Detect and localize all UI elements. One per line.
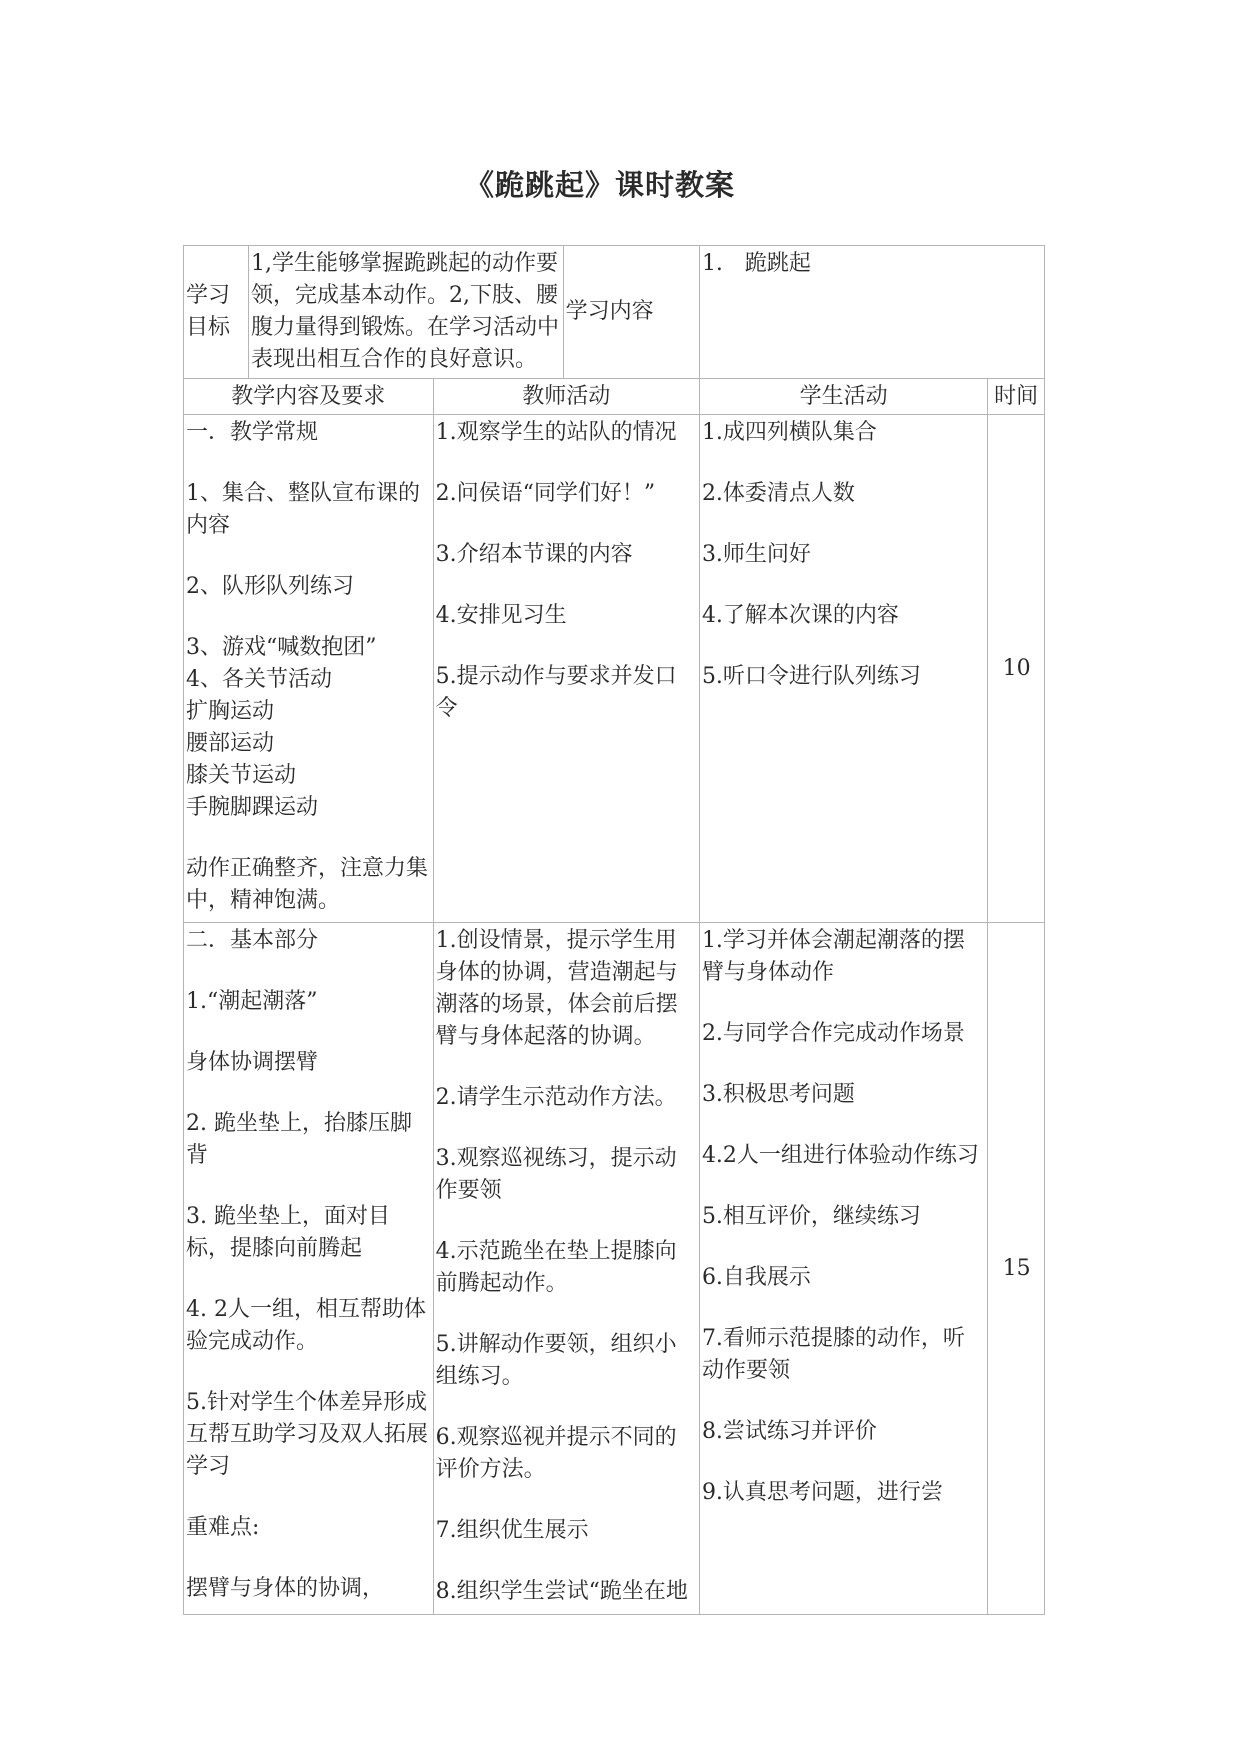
teacher-step: 1.观察学生的站队的情况 — [435, 420, 677, 445]
content-line: 身体协调摆臂 — [186, 1050, 319, 1075]
student-step: 5.相互评价，继续练习 — [701, 1204, 921, 1229]
teacher-step: 4.示范跪坐在垫上提膝向前腾起动作。 — [435, 1239, 677, 1296]
teacher-step: 5.提示动作与要求并发口令 — [435, 664, 677, 721]
student-step: 8.尝试练习并评价 — [701, 1419, 877, 1444]
content-line: 二．基本部分 — [186, 928, 319, 953]
learning-goal-text: 1,学生能够掌握跪跳起的动作要领，完成基本动作。2,下肢、腰腹力量得到锻炼。在学习活动中表现出相互合作的良好意识。 — [251, 251, 560, 372]
lesson-plan-table — [183, 245, 1045, 1615]
routine-time-cell: 10 — [988, 415, 1045, 923]
teacher-step: 1.创设情景，提示学生用身体的协调，营造潮起与潮落的场景，体会前后摆臂与身体起落的协调。 — [435, 928, 678, 1049]
student-step: 4.了解本次课的内容 — [701, 603, 899, 628]
learning-content-label-cell — [563, 246, 699, 379]
content-line: 一．教学常规 — [186, 420, 319, 445]
teacher-step: 4.安排见习生 — [435, 603, 567, 628]
page-title: 《跪跳起》课时教案 — [464, 168, 735, 202]
header-row — [184, 379, 1045, 415]
student-step: 2.体委清点人数 — [701, 481, 855, 506]
teacher-step: 2.请学生示范动作方法。 — [435, 1085, 677, 1110]
learning-goal-label: 学习目标 — [186, 283, 231, 340]
content-line: 4. 2人一组，相互帮助体验完成动作。 — [186, 1297, 426, 1354]
routine-teacher-cell — [433, 415, 699, 923]
section-basic-row — [184, 923, 1045, 1615]
column-header-teacher: 教师活动 — [433, 379, 699, 415]
learning-content-label: 学习内容 — [565, 299, 654, 324]
content-line: 重难点: — [186, 1515, 260, 1540]
student-step: 1.学习并体会潮起潮落的摆臂与身体动作 — [701, 928, 965, 985]
teacher-step: 8.组织学生尝试“跪坐在地 — [435, 1579, 688, 1604]
teacher-step: 3.介绍本节课的内容 — [435, 542, 633, 567]
teacher-step: 5.讲解动作要领，组织小组练习。 — [435, 1332, 677, 1389]
objectives-row — [184, 246, 1045, 379]
column-header-student: 学生活动 — [699, 379, 987, 415]
basic-student-cell — [699, 923, 987, 1615]
student-step: 3.师生问好 — [701, 542, 811, 567]
content-line: 3、游戏“喊数抱团” — [186, 635, 377, 660]
student-step: 2.与同学合作完成动作场景 — [701, 1021, 965, 1046]
student-step: 5.听口令进行队列练习 — [701, 664, 921, 689]
content-line: 1.“潮起潮落” — [186, 989, 318, 1014]
student-step: 3.积极思考问题 — [701, 1082, 855, 1107]
learning-goal-cell — [249, 246, 564, 379]
teacher-step: 6.观察巡视并提示不同的评价方法。 — [435, 1425, 677, 1482]
column-header-content: 教学内容及要求 — [184, 379, 434, 415]
section-routine-row — [184, 415, 1045, 923]
basic-time-cell: 15 — [988, 923, 1045, 1615]
student-step: 4.2人一组进行体验动作练习 — [701, 1143, 979, 1168]
content-line: 手腕脚踝运动 — [186, 795, 319, 820]
teacher-step: 7.组织优生展示 — [435, 1518, 589, 1543]
routine-student-cell — [699, 415, 987, 923]
content-line: 5.针对学生个体差异形成互帮互助学习及双人拓展学习 — [186, 1390, 429, 1479]
student-step: 6.自我展示 — [701, 1265, 811, 1290]
content-line: 2. 跪坐垫上，抬膝压脚背 — [186, 1111, 412, 1168]
teacher-step: 3.观察巡视练习，提示动作要领 — [435, 1146, 677, 1203]
student-step: 1.成四列横队集合 — [701, 420, 877, 445]
learning-content-value: 1. 跪跳起 — [701, 251, 811, 276]
content-line: 4、各关节活动 — [186, 667, 332, 692]
teacher-step: 2.问侯语“同学们好！” — [435, 481, 656, 506]
content-line: 扩胸运动 — [186, 699, 275, 724]
content-line: 膝关节运动 — [186, 763, 297, 788]
routine-content-cell — [184, 415, 434, 923]
content-line: 动作正确整齐，注意力集中，精神饱满。 — [186, 856, 429, 913]
basic-teacher-cell — [433, 923, 699, 1615]
learning-goal-label-cell — [184, 246, 249, 379]
basic-content-cell — [184, 923, 434, 1615]
content-line: 摆臂与身体的协调， — [186, 1576, 385, 1601]
content-line: 腰部运动 — [186, 731, 275, 756]
column-header-time: 时间 — [988, 379, 1045, 415]
student-step: 7.看师示范提膝的动作，听动作要领 — [701, 1326, 965, 1383]
learning-content-cell — [699, 246, 1044, 379]
content-line: 3. 跪坐垫上，面对目标，提膝向前腾起 — [186, 1204, 390, 1261]
student-step: 9.认真思考问题，进行尝 — [701, 1480, 943, 1505]
content-line: 1、集合、整队宣布课的内容 — [186, 481, 420, 538]
content-line: 2、队形队列练习 — [186, 574, 354, 599]
